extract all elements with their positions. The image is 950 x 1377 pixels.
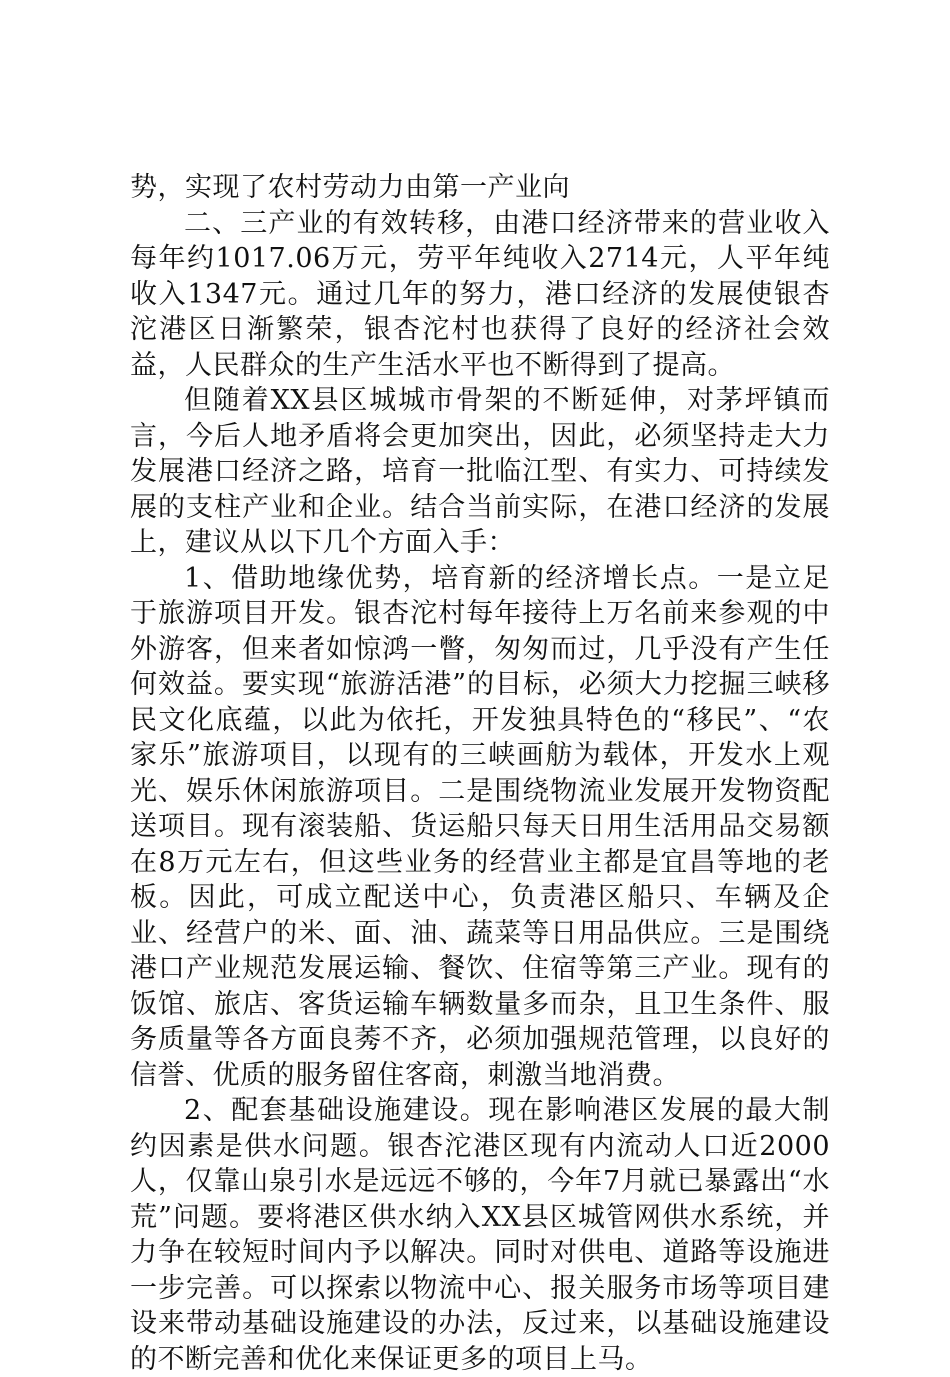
document-body [130,170,830,1377]
paragraph-growth-points: 1、借助地缘优势，培育新的经济增长点。一是立足于旅游项目开发。银杏沱村每年接待上万名前来参观的中外游客，但来者如惊鸿一瞥，匆匆而过，几乎没有产生任何效益。要实现“旅游活港”的目标，必须大力挖掘三峡移民文化底蕴，以此为依托，开发独具特色的“移民”、“农家乐”旅游项目，以现有的三峡画舫为载体，开发水上观光、娱乐休闲旅游项目。二是围绕物流业发展开发物资配送项目。现有滚装船、货运船只每天日用生活用品交易额在8万元左右，但这些业务的经营业主都是宜昌等地的老板。因此，可成立配送中心，负责港区船只、车辆及企业、经营户的米、面、油、蔬菜等日用品供应。三是围绕港口产业规范发展运输、餐饮、住宿等第三产业。现有的饭馆、旅店、客货运输车辆数量多而杂，且卫生条件、服务质量等各方面良莠不齐，必须加强规范管理，以良好的信誉、优质的服务留住客商，刺激当地消费。 [130,562,830,1091]
paragraph-continuation: 势，实现了农村劳动力由第一产业向 [130,172,570,203]
paragraph-industry-transfer: 二、三产业的有效转移，由港口经济带来的营业收入每年约1017.06万元，劳平年纯收入2714元，人平年纯收入1347元。通过几年的努力，港口经济的发展使银杏沱港区日渐繁荣，银杏沱村也获得了良好的经济社会效益，人民群众的生产生活水平也不断得到了提高。 [130,207,830,381]
paragraph-port-economy: 但随着XX县区城城市骨架的不断延伸，对茅坪镇而言，今后人地矛盾将会更加突出，因此，必须坚持走大力发展港口经济之路，培育一批临江型、有实力、可持续发展的支柱产业和企业。结合当前实际，在港口经济的发展上，建议从以下几个方面入手： [130,385,830,558]
paragraph-infrastructure: 2、配套基础设施建设。现在影响港区发展的最大制约因素是供水问题。银杏沱港区现有内流动人口近2000人，仅靠山泉引水是远远不够的，今年7月就已暴露出“水荒”问题。要将港区供水纳入XX县区城管网供水系统，并力争在较短时间内予以解决。同时对供电、道路等设施进一步完善。可以探索以物流中心、报关服务市场等项目建设来带动基础设施建设的办法，反过来，以基础设施建设的不断完善和优化来保证更多的项目上马。 [130,1095,830,1375]
